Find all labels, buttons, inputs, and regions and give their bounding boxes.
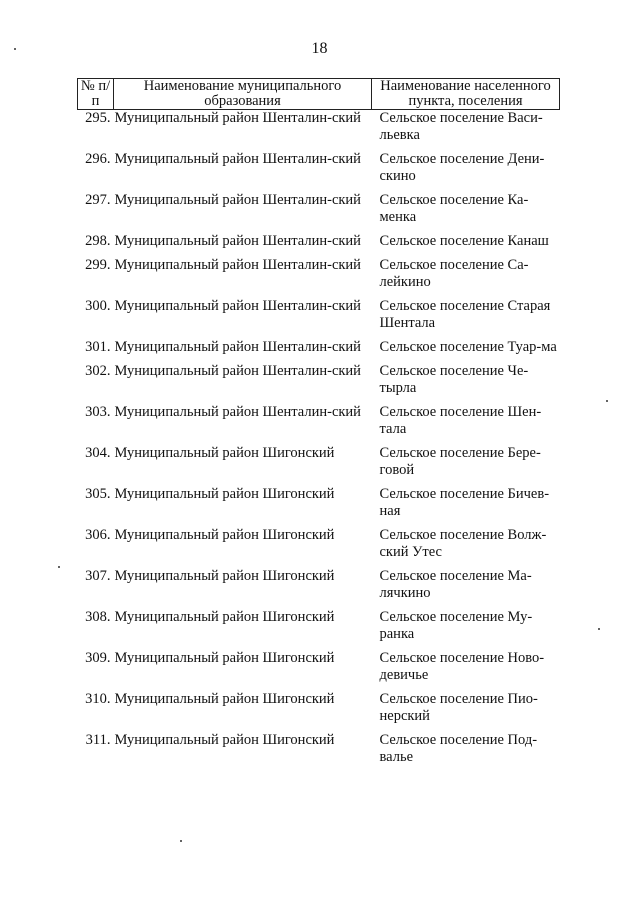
row-municipality: Муниципальный район Шенталин-ский (114, 339, 361, 355)
row-municipality: Муниципальный район Шигонский (114, 486, 335, 502)
row-settlement: Сельское поселение Бере-говой (379, 445, 541, 478)
row-number: 299. (85, 257, 111, 273)
row-settlement: Сельское поселение Канаш (379, 233, 549, 249)
table-row (78, 233, 560, 257)
scan-speck (14, 48, 16, 50)
row-municipality: Муниципальный район Шенталин-ский (114, 151, 361, 167)
row-settlement: Сельское поселение Че-тырла (379, 363, 529, 396)
row-municipality: Муниципальный район Шенталин-ский (114, 233, 361, 249)
row-number: 308. (85, 609, 111, 625)
scan-speck (180, 840, 182, 842)
row-municipality: Муниципальный район Шенталин-ский (114, 110, 361, 126)
table-row (78, 110, 560, 152)
row-municipality: Муниципальный район Шенталин-ский (114, 257, 361, 273)
row-municipality: Муниципальный район Шигонский (114, 732, 335, 748)
table-header (78, 79, 560, 110)
row-number: 307. (85, 568, 111, 584)
row-settlement: Сельское поселение Пио-нерский (379, 691, 538, 724)
row-settlement: Сельское поселение Шен-тала (379, 404, 542, 437)
row-settlement: Сельское поселение Туар-ма (379, 339, 557, 355)
scan-speck (598, 628, 600, 630)
row-settlement: Сельское поселение Ново-девичье (379, 650, 545, 683)
scan-speck (606, 400, 608, 402)
table-row (78, 192, 560, 233)
row-number: 311. (85, 732, 111, 748)
row-settlement: Сельское поселение Васи-льевка (379, 110, 543, 143)
row-municipality: Муниципальный район Шенталин-ский (114, 363, 361, 379)
row-settlement: Сельское поселение Му-ранка (379, 609, 533, 642)
row-settlement: Сельское поселение Са-лейкино (379, 257, 529, 290)
table-row (78, 486, 560, 527)
row-municipality: Муниципальный район Шигонский (114, 650, 335, 666)
row-number: 310. (85, 691, 111, 707)
table-row (78, 609, 560, 650)
row-municipality: Муниципальный район Шигонский (114, 445, 335, 461)
table-row (78, 257, 560, 298)
row-settlement: Сельское поселение Старая Шентала (379, 298, 551, 331)
table-row (78, 404, 560, 445)
row-number: 298. (85, 233, 111, 249)
table-row (78, 527, 560, 568)
row-municipality: Муниципальный район Шенталин-ский (114, 404, 361, 420)
settlements-table (77, 78, 560, 773)
row-number: 306. (85, 527, 111, 543)
row-number: 301. (85, 339, 111, 355)
row-settlement: Сельское поселение Под-валье (379, 732, 538, 765)
table-body (78, 110, 560, 774)
row-settlement: Сельское поселение Бичев-ная (379, 486, 550, 519)
row-number: 302. (85, 363, 111, 379)
scan-speck (58, 566, 60, 568)
table-row (78, 691, 560, 732)
table-row (78, 151, 560, 192)
table-row (78, 650, 560, 691)
table-row (78, 339, 560, 363)
table-row (78, 445, 560, 486)
row-number: 300. (85, 298, 111, 314)
row-municipality: Муниципальный район Шигонский (114, 568, 335, 584)
row-number: 304. (85, 445, 111, 461)
table-row (78, 568, 560, 609)
row-municipality: Муниципальный район Шигонский (114, 527, 335, 543)
row-number: 305. (85, 486, 111, 502)
row-number: 309. (85, 650, 111, 666)
header-settlement: Наименование населенного пункта, поселения (372, 79, 560, 110)
row-municipality: Муниципальный район Шигонский (114, 691, 335, 707)
header-municipality: Наименование муниципального образования (114, 79, 372, 110)
row-municipality: Муниципальный район Шигонский (114, 609, 335, 625)
row-number: 296. (85, 151, 111, 167)
table-row (78, 298, 560, 339)
table-row (78, 732, 560, 773)
row-municipality: Муниципальный район Шенталин-ский (114, 298, 361, 314)
row-settlement: Сельское поселение Дени-скино (379, 151, 545, 184)
row-number: 297. (85, 192, 111, 208)
row-municipality: Муниципальный район Шенталин-ский (114, 192, 361, 208)
page-number: 18 (311, 40, 328, 57)
row-settlement: Сельское поселение Ка-менка (379, 192, 529, 225)
row-settlement: Сельское поселение Ма-лячкино (379, 568, 532, 601)
row-settlement: Сельское поселение Волж-ский Утес (379, 527, 547, 560)
row-number: 295. (85, 110, 111, 126)
row-number: 303. (85, 404, 111, 420)
header-num: № п/п (78, 79, 114, 110)
table-row (78, 363, 560, 404)
